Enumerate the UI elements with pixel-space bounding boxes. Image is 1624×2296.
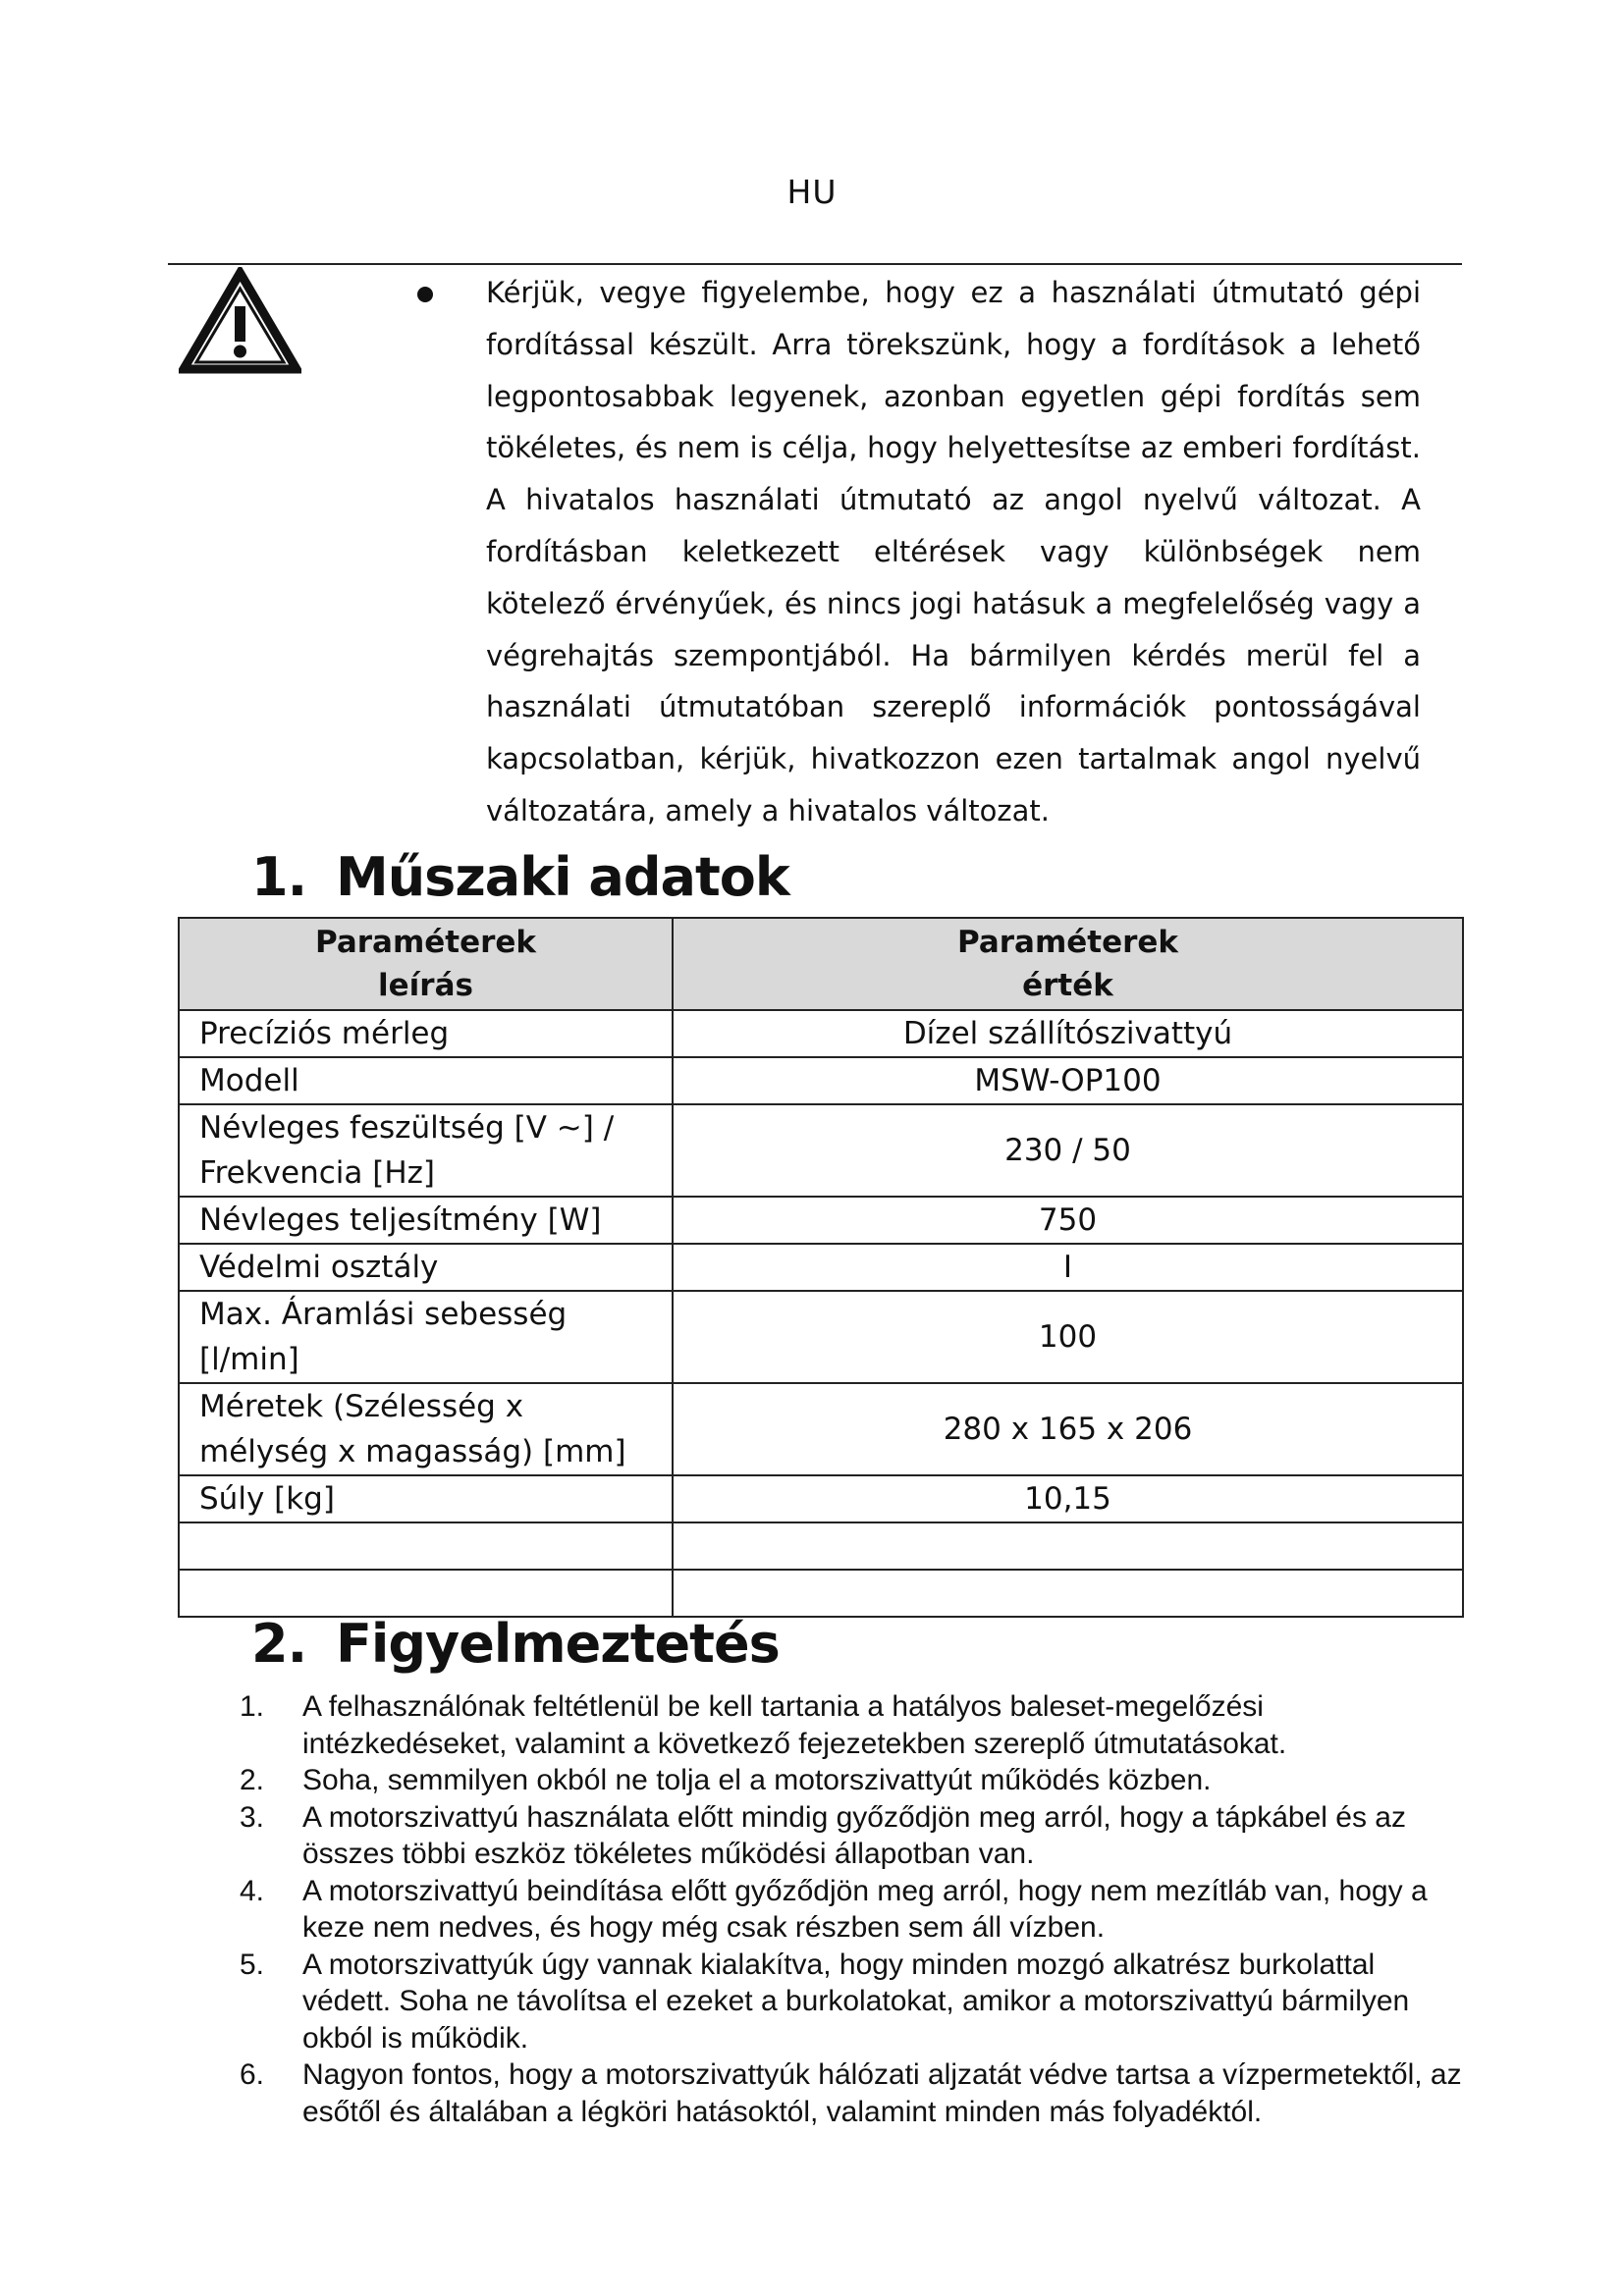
list-item-text: Soha, semmilyen okból ne tolja el a motorszivattyút működés közben.	[302, 1764, 1212, 1796]
table-row	[179, 1197, 1463, 1244]
row-label: Névleges feszültség [V ~] / Frekvencia [Hz]	[179, 1104, 673, 1197]
list-item-text: A felhasználónak feltétlenül be kell tartania a hatályos baleset-megelőzési intézkedéseket, valamint a következő fejezetekben szereplő útmutatásokat.	[302, 1690, 1287, 1760]
row-value: 750	[673, 1197, 1463, 1244]
table-header-value	[673, 918, 1463, 1010]
table-row	[179, 1057, 1463, 1104]
list-item-number: 3.	[240, 1800, 265, 1834]
list-item-number: 5.	[240, 1948, 265, 1981]
row-value: Dízel szállítószivattyú	[673, 1010, 1463, 1057]
row-label	[179, 1570, 673, 1617]
list-item-number: 2.	[240, 1764, 265, 1796]
list-item-number: 6.	[240, 2058, 265, 2091]
section-number: 1.	[251, 846, 307, 908]
row-label: Modell	[179, 1057, 673, 1104]
table-header-row	[179, 918, 1463, 1010]
row-value: 280 x 165 x 206	[673, 1383, 1463, 1475]
header-divider	[168, 263, 1462, 265]
section-title-text: Műszaki adatok	[336, 846, 789, 908]
table-row	[179, 1475, 1463, 1522]
header-text: leírás	[378, 968, 473, 1003]
table-row	[179, 1010, 1463, 1057]
list-item	[236, 1873, 1463, 1947]
section-title-warnings	[251, 1613, 780, 1675]
row-value: 100	[673, 1291, 1463, 1383]
row-value: 10,15	[673, 1475, 1463, 1522]
list-item-text: A motorszivattyúk úgy vannak kialakítva, hogy minden mozgó alkatrész burkolattal védett. Soha ne távolítsa el ezeket a burkolatokat, amikor a motorszivattyú bármilyen okból is működik.	[302, 1948, 1410, 2055]
table-header-description	[179, 918, 673, 1010]
table-row	[179, 1104, 1463, 1197]
warning-list	[236, 1688, 1463, 2130]
row-label	[179, 1522, 673, 1570]
section-title-text: Figyelmeztetés	[336, 1613, 780, 1675]
row-label: Védelmi osztály	[179, 1244, 673, 1291]
section-title-technical-data	[251, 846, 789, 908]
page-language-label: HU	[786, 173, 838, 211]
list-item	[236, 1947, 1463, 2057]
list-item	[236, 1762, 1463, 1799]
notice-bullet	[417, 287, 433, 302]
table-row	[179, 1291, 1463, 1383]
row-label: Méretek (Szélesség x mélység x magasság) [mm]	[179, 1383, 673, 1475]
header-text: érték	[1022, 968, 1113, 1003]
table-row	[179, 1244, 1463, 1291]
row-value: 230 / 50	[673, 1104, 1463, 1197]
row-value: MSW-OP100	[673, 1057, 1463, 1104]
row-label: Precíziós mérleg	[179, 1010, 673, 1057]
row-label: Névleges teljesítmény [W]	[179, 1197, 673, 1244]
list-item	[236, 1688, 1463, 1762]
section-number: 2.	[251, 1613, 307, 1675]
row-value	[673, 1522, 1463, 1570]
list-item	[236, 2056, 1463, 2130]
row-label: Max. Áramlási sebesség [l/min]	[179, 1291, 673, 1383]
list-item-text: A motorszivattyú beindítása előtt győződjön meg arról, hogy nem mezítláb van, hogy a keze nem nedves, és hogy még csak részben sem áll vízben.	[302, 1874, 1428, 1944]
table-row-empty	[179, 1522, 1463, 1570]
translation-notice: Kérjük, vegye figyelembe, hogy ez a használati útmutató gépi fordítással készült. Arra törekszünk, hogy a fordítások a lehető legpontosabbak legyenek, azonban egyetlen gépi fordítás sem tökéletes, és nem is célja, hogy helyettesítse az emberi fordítást. A hivatalos használati útmutató az angol nyelvű változat. A fordításban keletkezett eltérések vagy különbségek nem kötelező érvényűek, és nincs jogi hatásuk a megfelelőség vagy a végrehajtás szempontjából. Ha bármilyen kérdés merül fel a használati útmutatóban szereplő információk pontosságával kapcsolatban, kérjük, hivatkozzon ezen tartalmak angol nyelvű változatára, amely a hivatalos változat.	[486, 276, 1421, 828]
header-text: Paraméterek	[314, 925, 537, 960]
row-value: I	[673, 1244, 1463, 1291]
list-item	[236, 1799, 1463, 1873]
technical-data-table	[178, 917, 1464, 1618]
warning-triangle-icon	[179, 267, 301, 375]
table-row-empty	[179, 1570, 1463, 1617]
table-row	[179, 1383, 1463, 1475]
list-item-number: 1.	[240, 1690, 265, 1723]
header-text: Paraméterek	[956, 925, 1179, 960]
list-item-text: A motorszivattyú használata előtt mindig győződjön meg arról, hogy a tápkábel és az összes többi eszköz tökéletes működési állapotban van.	[302, 1800, 1406, 1870]
row-label: Súly [kg]	[179, 1475, 673, 1522]
list-item-text: Nagyon fontos, hogy a motorszivattyúk hálózati aljzatát védve tartsa a vízpermetektől, az esőtől és általában a légköri hatásoktól, valamint minden más folyadéktól.	[302, 2058, 1462, 2128]
row-value	[673, 1570, 1463, 1617]
list-item-number: 4.	[240, 1874, 265, 1907]
